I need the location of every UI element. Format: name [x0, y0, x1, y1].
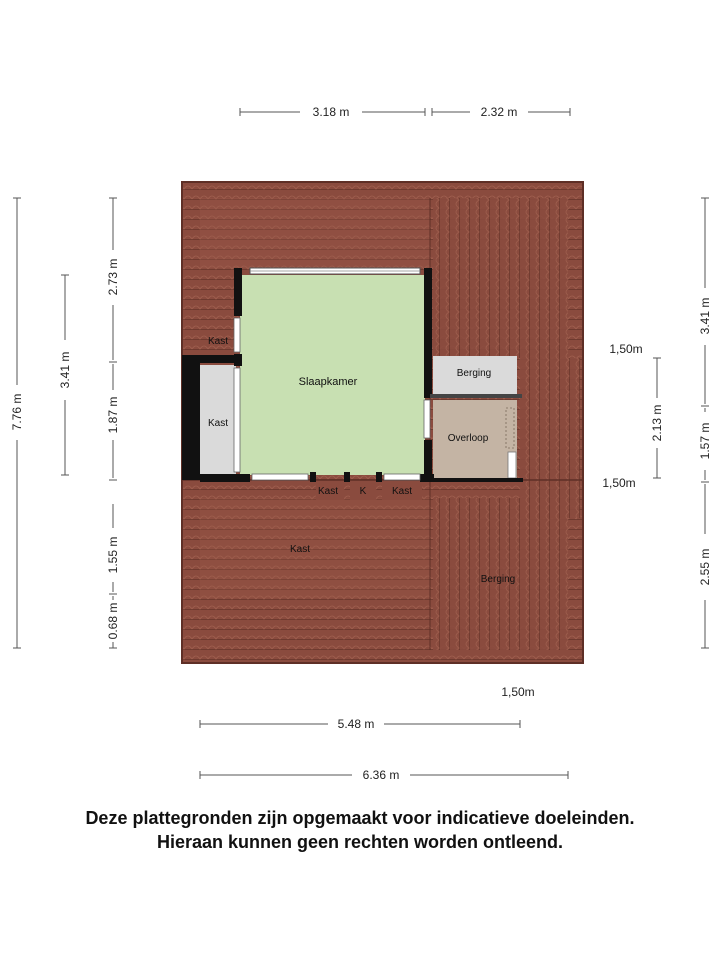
dim-right-inner: 2.13 m	[650, 404, 664, 442]
room-label-kast-small-2: Kast	[391, 486, 413, 497]
room-overloop	[433, 400, 517, 480]
room-kast-left	[200, 365, 236, 475]
dim-bottom-outer: 6.36 m	[362, 768, 400, 782]
room-slaapkamer	[240, 275, 425, 475]
dim-left-inner-mid: 1.87 m	[106, 396, 120, 434]
room-label-kast-small-1: Kast	[317, 486, 339, 497]
dim-right-bottom: 2.55 m	[698, 548, 712, 586]
room-kast-small-2	[382, 482, 422, 500]
room-label-slaapkamer: Slaapkamer	[298, 376, 358, 388]
room-label-kast-left-small: Kast	[207, 336, 229, 347]
room-label-berging-top: Berging	[456, 368, 492, 379]
dim-left-inner-top: 2.73 m	[106, 258, 120, 296]
room-label-kast-bottom: Kast	[289, 544, 311, 555]
room-label-overloop: Overloop	[447, 433, 489, 444]
dim-left-inner-bottom: 0.68 m	[106, 602, 120, 640]
dim-top-right: 2.32 m	[480, 105, 518, 119]
room-kast-small-1	[316, 482, 344, 500]
room-label-kast-left: Kast	[207, 418, 229, 429]
height-mark-2: 1,50m	[602, 476, 636, 490]
dim-bottom-inner: 5.48 m	[337, 717, 375, 731]
dim-right-mid: 1.57 m	[698, 422, 712, 460]
room-k-small	[350, 482, 376, 500]
dim-left-total: 7.76 m	[10, 393, 24, 431]
height-mark-3: 1,50m	[501, 685, 535, 699]
room-kast-left-small	[200, 318, 236, 354]
dim-left-inner-low: 1.55 m	[106, 536, 120, 574]
dim-right-top: 3.41 m	[698, 297, 712, 335]
disclaimer-line-1: Deze plattegronden zijn opgemaakt voor indicatieve doeleinden.	[85, 808, 635, 828]
room-label-k-small: K	[359, 486, 367, 497]
disclaimer	[0, 806, 720, 854]
dim-left-mid: 3.41 m	[58, 351, 72, 389]
room-berging-top	[433, 356, 517, 394]
room-label-berging-bottom: Berging	[480, 574, 516, 585]
height-mark-1: 1,50m	[609, 342, 643, 356]
window-top	[250, 268, 420, 274]
disclaimer-line-2: Hieraan kunnen geen rechten worden ontleend.	[156, 832, 564, 852]
dim-top-left: 3.18 m	[312, 105, 350, 119]
